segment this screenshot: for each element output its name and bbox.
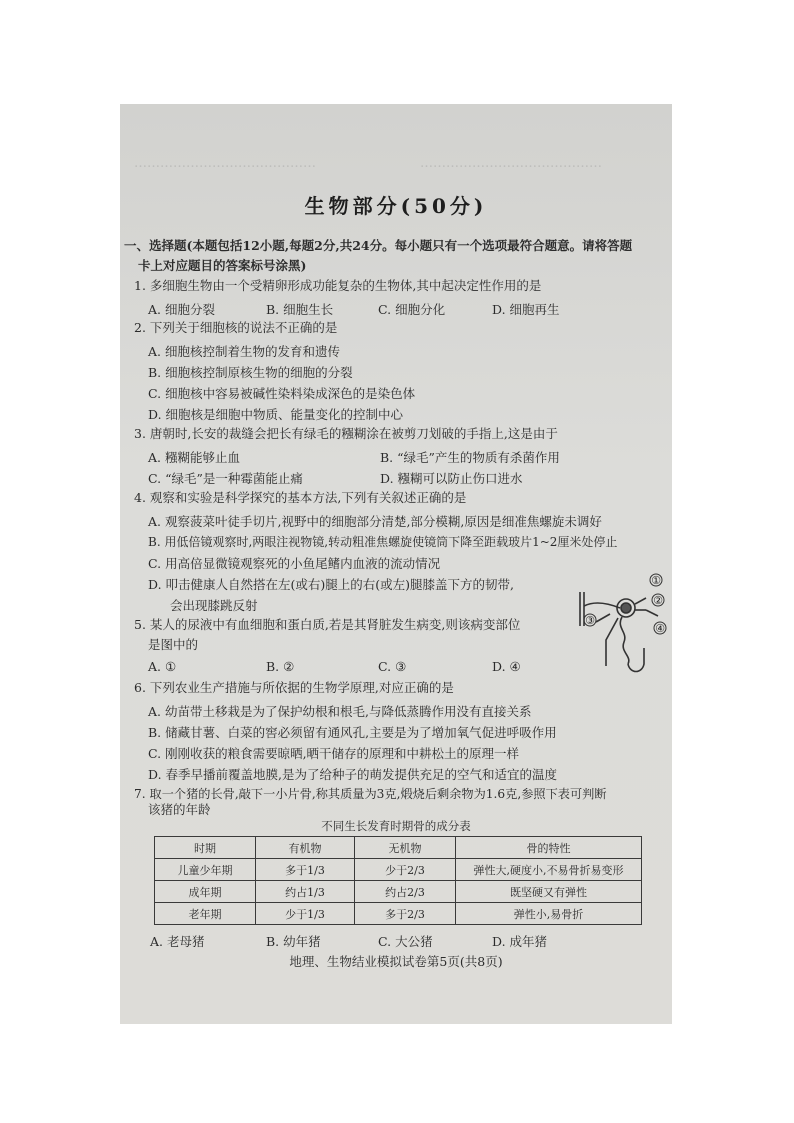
q6-option-d: D. 春季早播前覆盖地膜,是为了给种子的萌发提供充足的空气和适宜的温度 [148, 767, 557, 782]
q5-option-a: A. ① [148, 659, 177, 674]
table-cell: 成年期 [155, 881, 256, 903]
table-cell: 多于1/3 [256, 859, 355, 881]
question-5-stem: 5. 某人的尿液中有血细胞和蛋白质,若是其肾脏发生病变,则该病变部位 [134, 617, 521, 632]
q2-option-a: A. 细胞核控制着生物的发育和遗传 [148, 344, 340, 359]
question-1-stem: 1. 多细胞生物由一个受精卵形成功能复杂的生物体,其中起决定性作用的是 [134, 278, 542, 293]
q4-option-a: A. 观察菠菜叶徒手切片,视野中的细胞部分清楚,部分模糊,原因是细准焦螺旋未调好 [148, 514, 602, 529]
q4-option-d-cont: 会出现膝跳反射 [170, 598, 258, 613]
q1-option-c: C. 细胞分化 [378, 302, 446, 317]
q5-option-b: B. ② [266, 659, 295, 674]
table-cell: 少于2/3 [355, 859, 456, 881]
page-title: 生物部分(50分) [304, 194, 488, 218]
question-7-stem-cont: 该猪的年龄 [148, 802, 211, 817]
table-cell: 约占2/3 [355, 881, 456, 903]
loop [628, 648, 644, 672]
q7-option-d: D. 成年猪 [492, 934, 548, 949]
section-heading: 卡上对应题目的答案标号涂黑) [138, 258, 307, 273]
q3-option-b: B. “绿毛”产生的物质有杀菌作用 [380, 450, 560, 465]
q7-option-b: B. 幼年猪 [266, 934, 321, 949]
q5-option-d: D. ④ [492, 659, 521, 674]
q6-option-b: B. 储藏甘薯、白菜的窖必须留有通风孔,主要是为了增加氧气促进呼吸作用 [148, 725, 557, 740]
question-7-stem: 7. 取一个猪的长骨,敲下一小片骨,称其质量为3克,煅烧后剩余物为1.6克,参照下表可判断 [134, 787, 607, 801]
question-5-stem-cont: 是图中的 [148, 637, 199, 652]
diagram-label: ④ [655, 622, 665, 635]
question-3-stem: 3. 唐朝时,长安的裁缝会把长有绿毛的糨糊涂在被剪刀划破的手指上,这是由于 [134, 426, 558, 441]
q4-option-b: B. 用低倍镜观察时,两眼注视物镜,转动粗准焦螺旋使镜筒下降至距载玻片1~2厘米处停止 [148, 535, 618, 549]
pointer-line [596, 614, 610, 622]
q1-option-b: B. 细胞生长 [266, 302, 334, 317]
diagram-label: ① [651, 574, 661, 587]
scanned-page [120, 104, 672, 1024]
q3-option-d: D. 糨糊可以防止伤口进水 [380, 471, 523, 486]
table-cell: 既坚硬又有弹性 [456, 881, 642, 903]
table-header-cell: 骨的特性 [456, 837, 642, 859]
q3-option-a: A. 糨糊能够止血 [148, 450, 240, 465]
table-header-cell: 时期 [155, 837, 256, 859]
question-4-stem: 4. 观察和实验是科学探究的基本方法,下列有关叙述正确的是 [134, 490, 467, 505]
renal-tubule [620, 617, 629, 664]
diagram-label: ③ [585, 614, 595, 627]
section-heading: 一、选择题(本题包括12小题,每题2分,共24分。每小题只有一个选项最符合题意。请将答题 [124, 238, 633, 253]
q6-option-c: C. 刚刚收获的粮食需要晾晒,晒干储存的原理和中耕松土的原理一样 [148, 746, 520, 761]
table-row [155, 903, 642, 925]
q2-option-d: D. 细胞核是细胞中物质、能量变化的控制中心 [148, 407, 404, 422]
bleed-through-text: …………………………………… [420, 156, 602, 171]
q1-option-a: A. 细胞分裂 [148, 302, 215, 317]
q5-option-c: C. ③ [378, 659, 407, 674]
table-cell: 少于1/3 [256, 903, 355, 925]
q7-option-c: C. 大公猪 [378, 934, 433, 949]
pointer-line [646, 610, 658, 616]
q6-option-a: A. 幼苗带土移栽是为了保护幼根和根毛,与降低蒸腾作用没有直接关系 [148, 704, 532, 719]
table-cell: 约占1/3 [256, 881, 355, 903]
question-2-stem: 2. 下列关于细胞核的说法不正确的是 [134, 320, 338, 335]
table-caption: 不同生长发育时期骨的成分表 [321, 819, 471, 833]
diagram-label: ② [653, 594, 663, 607]
capillary [606, 618, 618, 666]
table-cell: 弹性大,硬度小,不易骨折易变形 [456, 859, 642, 881]
table-row [155, 859, 642, 881]
q4-option-d: D. 叩击健康人自然搭在左(或右)腿上的右(或左)腿膝盖下方的韧带, [148, 577, 515, 592]
bone-composition-table [154, 836, 642, 925]
q3-option-c: C. “绿毛”是一种霉菌能止痛 [148, 471, 303, 486]
q7-option-a: A. 老母猪 [150, 934, 205, 949]
table-header-cell: 有机物 [256, 837, 355, 859]
question-6-stem: 6. 下列农业生产措施与所依据的生物学原理,对应正确的是 [134, 680, 454, 695]
q2-option-b: B. 细胞核控制原核生物的细胞的分裂 [148, 365, 353, 380]
q1-option-d: D. 细胞再生 [492, 302, 560, 317]
q2-option-c: C. 细胞核中容易被碱性染料染成深色的是染色体 [148, 386, 416, 401]
nephron-diagram [576, 570, 670, 686]
table-header-cell: 无机物 [355, 837, 456, 859]
table-cell: 弹性小,易骨折 [456, 903, 642, 925]
table-cell: 老年期 [155, 903, 256, 925]
table-cell: 儿童少年期 [155, 859, 256, 881]
table-row [155, 881, 642, 903]
tubule [584, 603, 620, 608]
table-cell: 多于2/3 [355, 903, 456, 925]
glomerulus-core [621, 603, 631, 613]
q4-option-c: C. 用高倍显微镜观察死的小鱼尾鳍内血液的流动情况 [148, 556, 441, 571]
bleed-through-text: …………………………………… [134, 156, 316, 171]
table-header-row [155, 837, 642, 859]
page-footer: 地理、生物结业模拟试卷第5页(共8页) [289, 954, 503, 969]
afferent-vessel [635, 598, 646, 604]
